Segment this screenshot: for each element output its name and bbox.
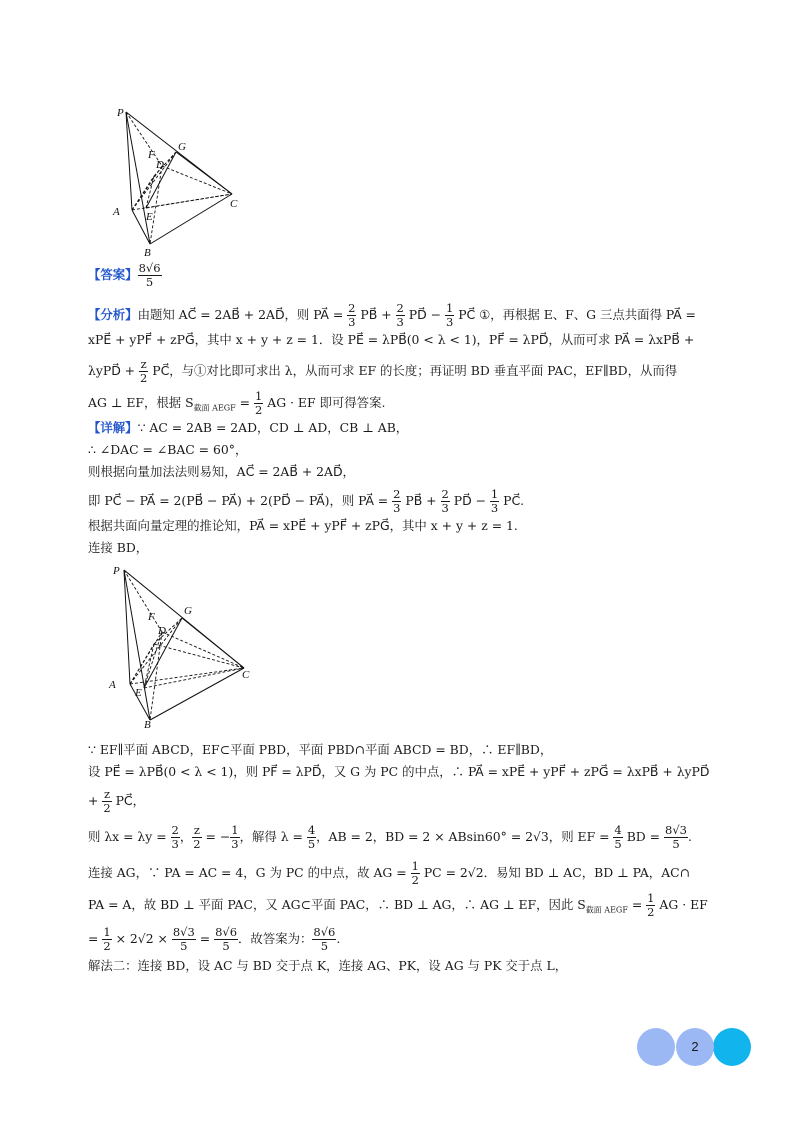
label-C: C: [242, 669, 250, 681]
analysis-tag: 【分析】: [88, 307, 138, 322]
analysis-line-2: xPE⃗ + yPF⃗ + zPG⃗，其中 x + y + z = 1．设 PE⃗ = λPB⃗(0 < λ < 1)，PF⃗ = λPD⃗，从而可求 PA⃗ = λxPB⃗ +: [88, 332, 695, 347]
detail-line-6: 连接 BD，: [88, 540, 149, 555]
detail-line-1: 【详解】∵ AC = 2AB = 2AD，CD ⊥ AD，CB ⊥ AB，: [88, 420, 409, 435]
detail-line-9: + $\frac{z}{2}$ PC⃗，: [88, 787, 145, 815]
label-A: A: [109, 679, 116, 691]
label-F: F: [148, 149, 155, 161]
analysis-line-1: 【分析】由题知 AC⃗ = 2AB⃗ + 2AD⃗，则 PA⃗ = $\frac{2}{3}$ PB⃗ + $\frac{2}{3}$ PD⃗ − $\frac{1}{3}$ PC⃗ ①，再根据 E、F、G 三点共面得 PA⃗ =: [88, 301, 696, 329]
analysis-line-4: AG ⊥ EF，根据 $S_{截面 AEGF}$ = $\frac{1}{2}$ AG · EF 即可得答案.: [88, 389, 386, 417]
page-badge-right-circle: [713, 1028, 751, 1066]
label-C: C: [230, 198, 238, 210]
answer-tag: 【答案】: [88, 267, 138, 282]
detail-line-3: 则根据向量加法法则易知，AC⃗ = 2AB⃗ + 2AD⃗，: [88, 464, 355, 479]
detail-line-14: 解法二：连接 BD，设 AC 与 BD 交于点 K，连接 AG、PK，设 AG 与 PK 交于点 L，: [88, 958, 568, 973]
detail-line-8: 设 PE⃗ = λPB⃗(0 < λ < 1)，则 PF⃗ = λPD⃗，又 G 为 PC 的中点，∴ PA⃗ = xPE⃗ + yPF⃗ + zPG⃗ = λxPB⃗ + λyPD⃗: [88, 764, 710, 779]
detail-line-12: PA = A，故 BD ⊥ 平面 PAC，又 AG⊂平面 PAC，∴ BD ⊥ AG，∴ AG ⊥ EF，因此 $S_{截面 AEGF}$ = $\frac{1}{2}$ AG · EF: [88, 891, 708, 919]
analysis-line-3: λyPD⃗ + $\frac{z}{2}$ PC⃗，与①对比即可求出 λ，从而可求 EF 的长度；再证明 BD 垂直平面 PAC，EF∥BD，从而得: [88, 357, 678, 385]
label-G: G: [184, 605, 192, 617]
detail-tag: 【详解】: [88, 420, 138, 435]
label-G: G: [178, 141, 186, 153]
detail-line-13: = $\frac{1}{2}$ × 2√2 × $\frac{8√3}{5}$ = $\frac{8√6}{5}$ ．故答案为： $\frac{8√6}{5}$ .: [88, 925, 341, 953]
page-number: 2: [691, 1039, 699, 1054]
answer-line: [88, 262, 162, 289]
label-D: D: [156, 159, 164, 171]
page-badge-left-circle: [637, 1028, 675, 1066]
label-E: E: [146, 211, 153, 223]
label-A: A: [113, 206, 120, 218]
detail-line-7: ∵ EF∥平面 ABCD，EF⊂平面 PBD，平面 PBD∩平面 ABCD = BD，∴ EF∥BD，: [88, 742, 553, 757]
label-D: D: [158, 625, 166, 637]
label-P: P: [113, 565, 120, 577]
pyramid-figure-1: [108, 104, 248, 260]
label-B: B: [144, 247, 151, 259]
detail-line-10: 则 λx = λy = $\frac{2}{3}$ ， $\frac{z}{2}$ = − $\frac{1}{3}$ ，解得 λ = $\frac{4}{5}$ ，AB = 2，BD = 2 × ABsin60° = 2√3，则 EF = $\frac{4}{5}$ BD = $\frac{8√3}{5}$ .: [88, 823, 692, 851]
label-E: E: [135, 687, 142, 699]
label-F: F: [148, 611, 155, 623]
detail-line-2: ∴ ∠DAC = ∠BAC = 60°，: [88, 442, 248, 457]
label-B: B: [144, 719, 151, 728]
detail-line-5: 根据共面向量定理的推论知，PA⃗ = xPE⃗ + yPF⃗ + zPG⃗，其中 x + y + z = 1.: [88, 518, 518, 533]
label-P: P: [117, 107, 124, 119]
answer-fraction: $\frac{8√6}{5}$: [138, 261, 161, 289]
pyramid-figure-2: [104, 562, 260, 728]
detail-line-11: 连接 AG，∵ PA = AC = 4，G 为 PC 的中点，故 AG = $\frac{1}{2}$ PC = 2√2．易知 BD ⊥ AC，BD ⊥ PA，AC∩: [88, 859, 691, 887]
detail-line-4: 即 PC⃗ − PA⃗ = 2(PB⃗ − PA⃗) + 2(PD⃗ − PA⃗)，则 PA⃗ = $\frac{2}{3}$ PB⃗ + $\frac{2}{3}$ PD⃗ − $\frac{1}{3}$ PC⃗.: [88, 487, 525, 515]
